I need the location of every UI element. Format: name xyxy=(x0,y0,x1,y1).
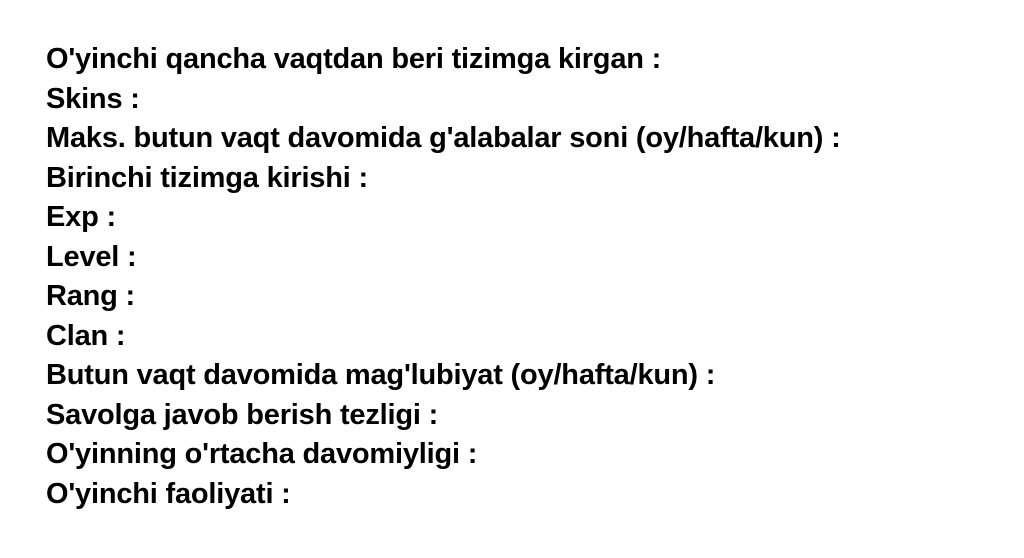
stat-answer-speed: Savolga javob berish tezligi : xyxy=(46,398,439,431)
player-stats-list xyxy=(46,40,841,514)
stat-average-game-duration: O'yinning o'rtacha davomiyligi : xyxy=(46,438,478,470)
stat-time-since-login: O'yinchi qancha vaqtdan beri tizimga kirgan : xyxy=(46,43,662,75)
stat-max-wins: Maks. butun vaqt davomida g'alabalar soni (oy/hafta/kun) : xyxy=(46,122,841,154)
stat-rank: Rang : xyxy=(46,280,136,312)
stat-losses: Butun vaqt davomida mag'lubiyat (oy/hafta/kun) : xyxy=(46,359,716,391)
stat-clan: Clan : xyxy=(46,319,126,352)
stat-level: Level : xyxy=(46,240,137,273)
stat-skins: Skins : xyxy=(46,82,140,115)
stat-exp: Exp : xyxy=(46,201,116,233)
stat-first-login: Birinchi tizimga kirishi : xyxy=(46,161,368,194)
stat-player-activity: O'yinchi faoliyati : xyxy=(46,477,291,510)
